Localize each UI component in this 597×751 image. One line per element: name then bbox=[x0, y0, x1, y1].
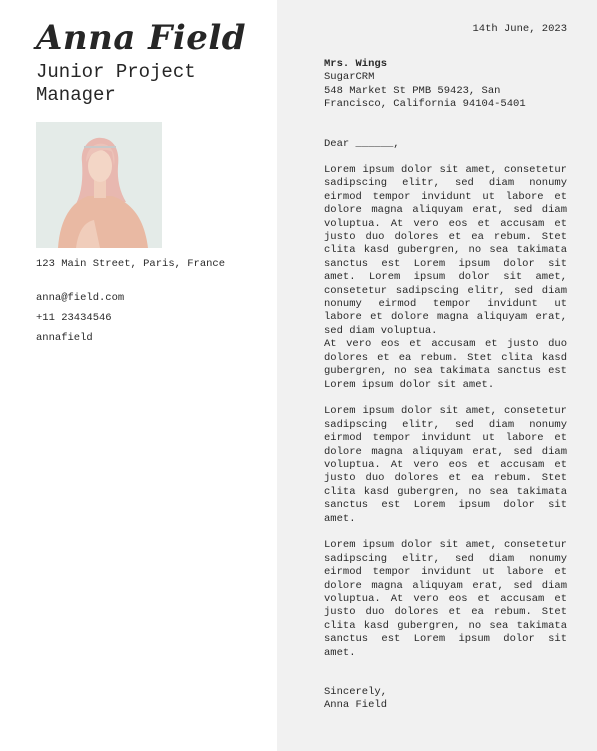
letter-paragraph: Lorem ipsum dolor sit amet, consetetur sadipscing elitr, sed diam nonumy eirmod tempor invidunt ut labore et dolore magna aliquyam erat, sed diam voluptua. At vero eos et accusam et justo duo dolores et ea rebum. Stet clita kasd gubergren, no sea takimata sanctus est Lorem ipsum dolor sit amet. Lorem ipsum dolor sit amet, consetetur sadipscing elitr, sed diam nonumy eirmod tempor invidunt ut labore et dolore magna aliquyam erat, sed diam voluptua. bbox=[324, 164, 567, 337]
letter-date: 14th June, 2023 bbox=[472, 23, 567, 35]
recipient-name: Mrs. Wings bbox=[324, 58, 388, 70]
sender-name: Anna Field bbox=[36, 18, 247, 58]
letter-paragraph: Lorem ipsum dolor sit amet, consetetur sadipscing elitr, sed diam nonumy eirmod tempor invidunt ut labore et dolore magna aliquyam erat, sed diam voluptua. At vero eos et accusam et justo duo dolores et ea rebum. Stet clita kasd gubergren, no sea takimata sanctus est Lorem ipsum dolor sit amet. bbox=[324, 539, 567, 659]
sender-column bbox=[0, 0, 277, 751]
letter-closing: Sincerely, bbox=[324, 686, 388, 698]
letter-paragraph: Lorem ipsum dolor sit amet, consetetur sadipscing elitr, sed diam nonumy eirmod tempor invidunt ut labore et dolore magna aliquyam erat, sed diam voluptua. At vero eos et accusam et justo duo dolores et ea rebum. Stet clita kasd gubergren, no sea takimata sanctus est Lorem ipsum dolor sit amet. bbox=[324, 405, 567, 525]
letter-signature: Anna Field bbox=[324, 699, 388, 712]
profile-photo bbox=[36, 122, 162, 248]
letter-greeting: Dear ______, bbox=[324, 138, 400, 150]
sender-address: 123 Main Street, Paris, France bbox=[36, 258, 226, 270]
recipient-address: 548 Market St PMB 59423, San Francisco, California 94104-5401 bbox=[324, 84, 526, 111]
sender-title: Junior Project Manager bbox=[36, 61, 196, 106]
profile-photo-illustration bbox=[36, 122, 162, 248]
letter-paragraph: At vero eos et accusam et justo duo dolores et ea rebum. Stet clita kasd gubergren, no sea takimata sanctus est Lorem ipsum dolor sit amet. bbox=[324, 338, 567, 391]
letter-closing-block bbox=[324, 686, 387, 713]
sender-email[interactable]: anna@field.com bbox=[36, 292, 125, 304]
recipient-company: SugarCRM bbox=[324, 71, 375, 84]
letter-body bbox=[324, 164, 567, 673]
sender-handle[interactable]: annafield bbox=[36, 332, 93, 344]
recipient-block bbox=[324, 58, 569, 112]
sender-phone[interactable]: +11 23434546 bbox=[36, 312, 112, 324]
